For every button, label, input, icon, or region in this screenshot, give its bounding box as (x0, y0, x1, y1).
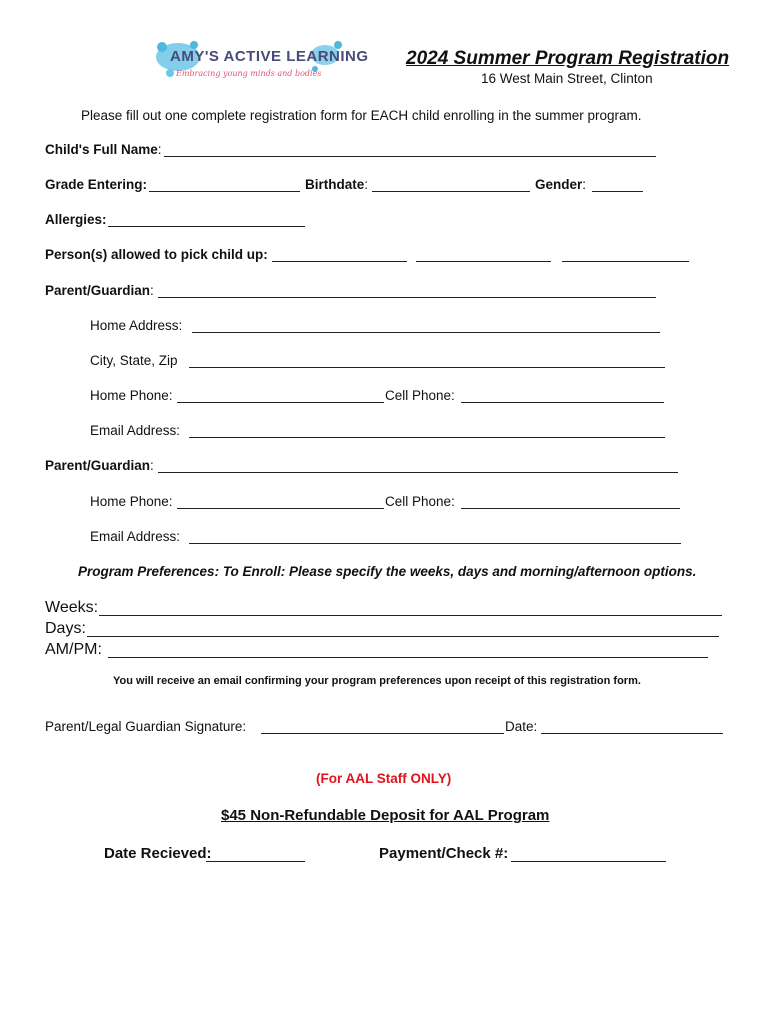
pickup-field-3[interactable] (562, 261, 689, 262)
child-name-label: Child's Full Name (45, 142, 158, 157)
child-name-colon: : (157, 142, 162, 157)
guardian2-colon: : (150, 458, 154, 473)
guardian1-home-address-label: Home Address: (90, 318, 183, 333)
address: 16 West Main Street, Clinton (481, 71, 653, 86)
guardian1-email-label: Email Address: (90, 423, 181, 438)
pickup-field-2[interactable] (416, 261, 551, 262)
guardian1-home-address-field[interactable] (192, 332, 660, 333)
staff-heading: (For AAL Staff ONLY) (316, 771, 452, 786)
allergies-field[interactable] (108, 226, 305, 227)
guardian2-cell-phone-label: Cell Phone: (385, 494, 455, 509)
guardian1-label: Parent/Guardian (45, 283, 151, 298)
guardian2-name-field[interactable] (158, 472, 678, 473)
pickup-field-1[interactable] (272, 261, 407, 262)
signature-label: Parent/Legal Guardian Signature: (45, 719, 247, 734)
ampm-field[interactable] (108, 657, 708, 658)
guardian1-home-phone-label: Home Phone: (90, 388, 173, 403)
deposit-text: $45 Non-Refundable Deposit for AAL Program (221, 807, 550, 824)
birthdate-label-group (305, 177, 368, 192)
guardian2-email-field[interactable] (189, 543, 681, 544)
days-field[interactable] (87, 636, 719, 637)
birthdate-colon: : (364, 177, 369, 192)
guardian1-email-field[interactable] (189, 437, 665, 438)
intro-text: Please fill out one complete registration form for EACH child enrolling in the summer program. (81, 108, 642, 123)
guardian2-label: Parent/Guardian (45, 458, 151, 473)
guardian1-cell-phone-field[interactable] (461, 402, 664, 403)
grade-field[interactable] (149, 191, 300, 192)
birthdate-label: Birthdate (305, 177, 365, 192)
pickup-label: Person(s) allowed to pick child up: (45, 247, 268, 262)
signature-field[interactable] (261, 733, 504, 734)
child-name-label-group (45, 142, 162, 157)
payment-label: Payment/Check #: (379, 845, 509, 862)
gender-field[interactable] (592, 191, 643, 192)
guardian1-city-label: City, State, Zip (90, 353, 178, 368)
ampm-label: AM/PM: (45, 641, 102, 658)
gender-colon: : (582, 177, 587, 192)
guardian2-email-label: Email Address: (90, 529, 181, 544)
date-received-label: Date Recieved: (104, 845, 212, 862)
birthdate-field[interactable] (372, 191, 530, 192)
allergies-label: Allergies: (45, 212, 107, 227)
guardian2-home-phone-field[interactable] (177, 508, 384, 509)
guardian1-home-phone-field[interactable] (177, 402, 384, 403)
guardian1-city-field[interactable] (189, 367, 665, 368)
grade-label: Grade Entering: (45, 177, 148, 192)
guardian1-label-group (45, 283, 154, 298)
logo-tagline: Embracing young minds and bodies (176, 69, 322, 78)
signature-date-label: Date: (505, 719, 538, 734)
confirmation-note: You will receive an email confirming your program preferences upon receipt of this registration form. (113, 675, 641, 687)
guardian1-name-field[interactable] (158, 297, 656, 298)
guardian2-home-phone-label: Home Phone: (90, 494, 173, 509)
guardian2-label-group (45, 458, 154, 473)
logo-name: AMY'S ACTIVE LEARNING (170, 48, 369, 65)
logo (150, 35, 369, 85)
weeks-label: Weeks: (45, 599, 99, 616)
weeks-field[interactable] (99, 615, 722, 616)
date-received-field[interactable] (206, 861, 305, 862)
page-title: 2024 Summer Program Registration (406, 48, 730, 69)
days-label: Days: (45, 620, 86, 637)
gender-label-group (535, 177, 586, 192)
child-name-field[interactable] (164, 156, 656, 157)
guardian1-colon: : (150, 283, 154, 298)
signature-date-field[interactable] (541, 733, 723, 734)
payment-field[interactable] (511, 861, 666, 862)
guardian2-cell-phone-field[interactable] (461, 508, 680, 509)
gender-label: Gender (535, 177, 583, 192)
preferences-heading: Program Preferences: To Enroll: Please specify the weeks, days and morning/afternoon options. (78, 564, 697, 579)
guardian1-cell-phone-label: Cell Phone: (385, 388, 455, 403)
